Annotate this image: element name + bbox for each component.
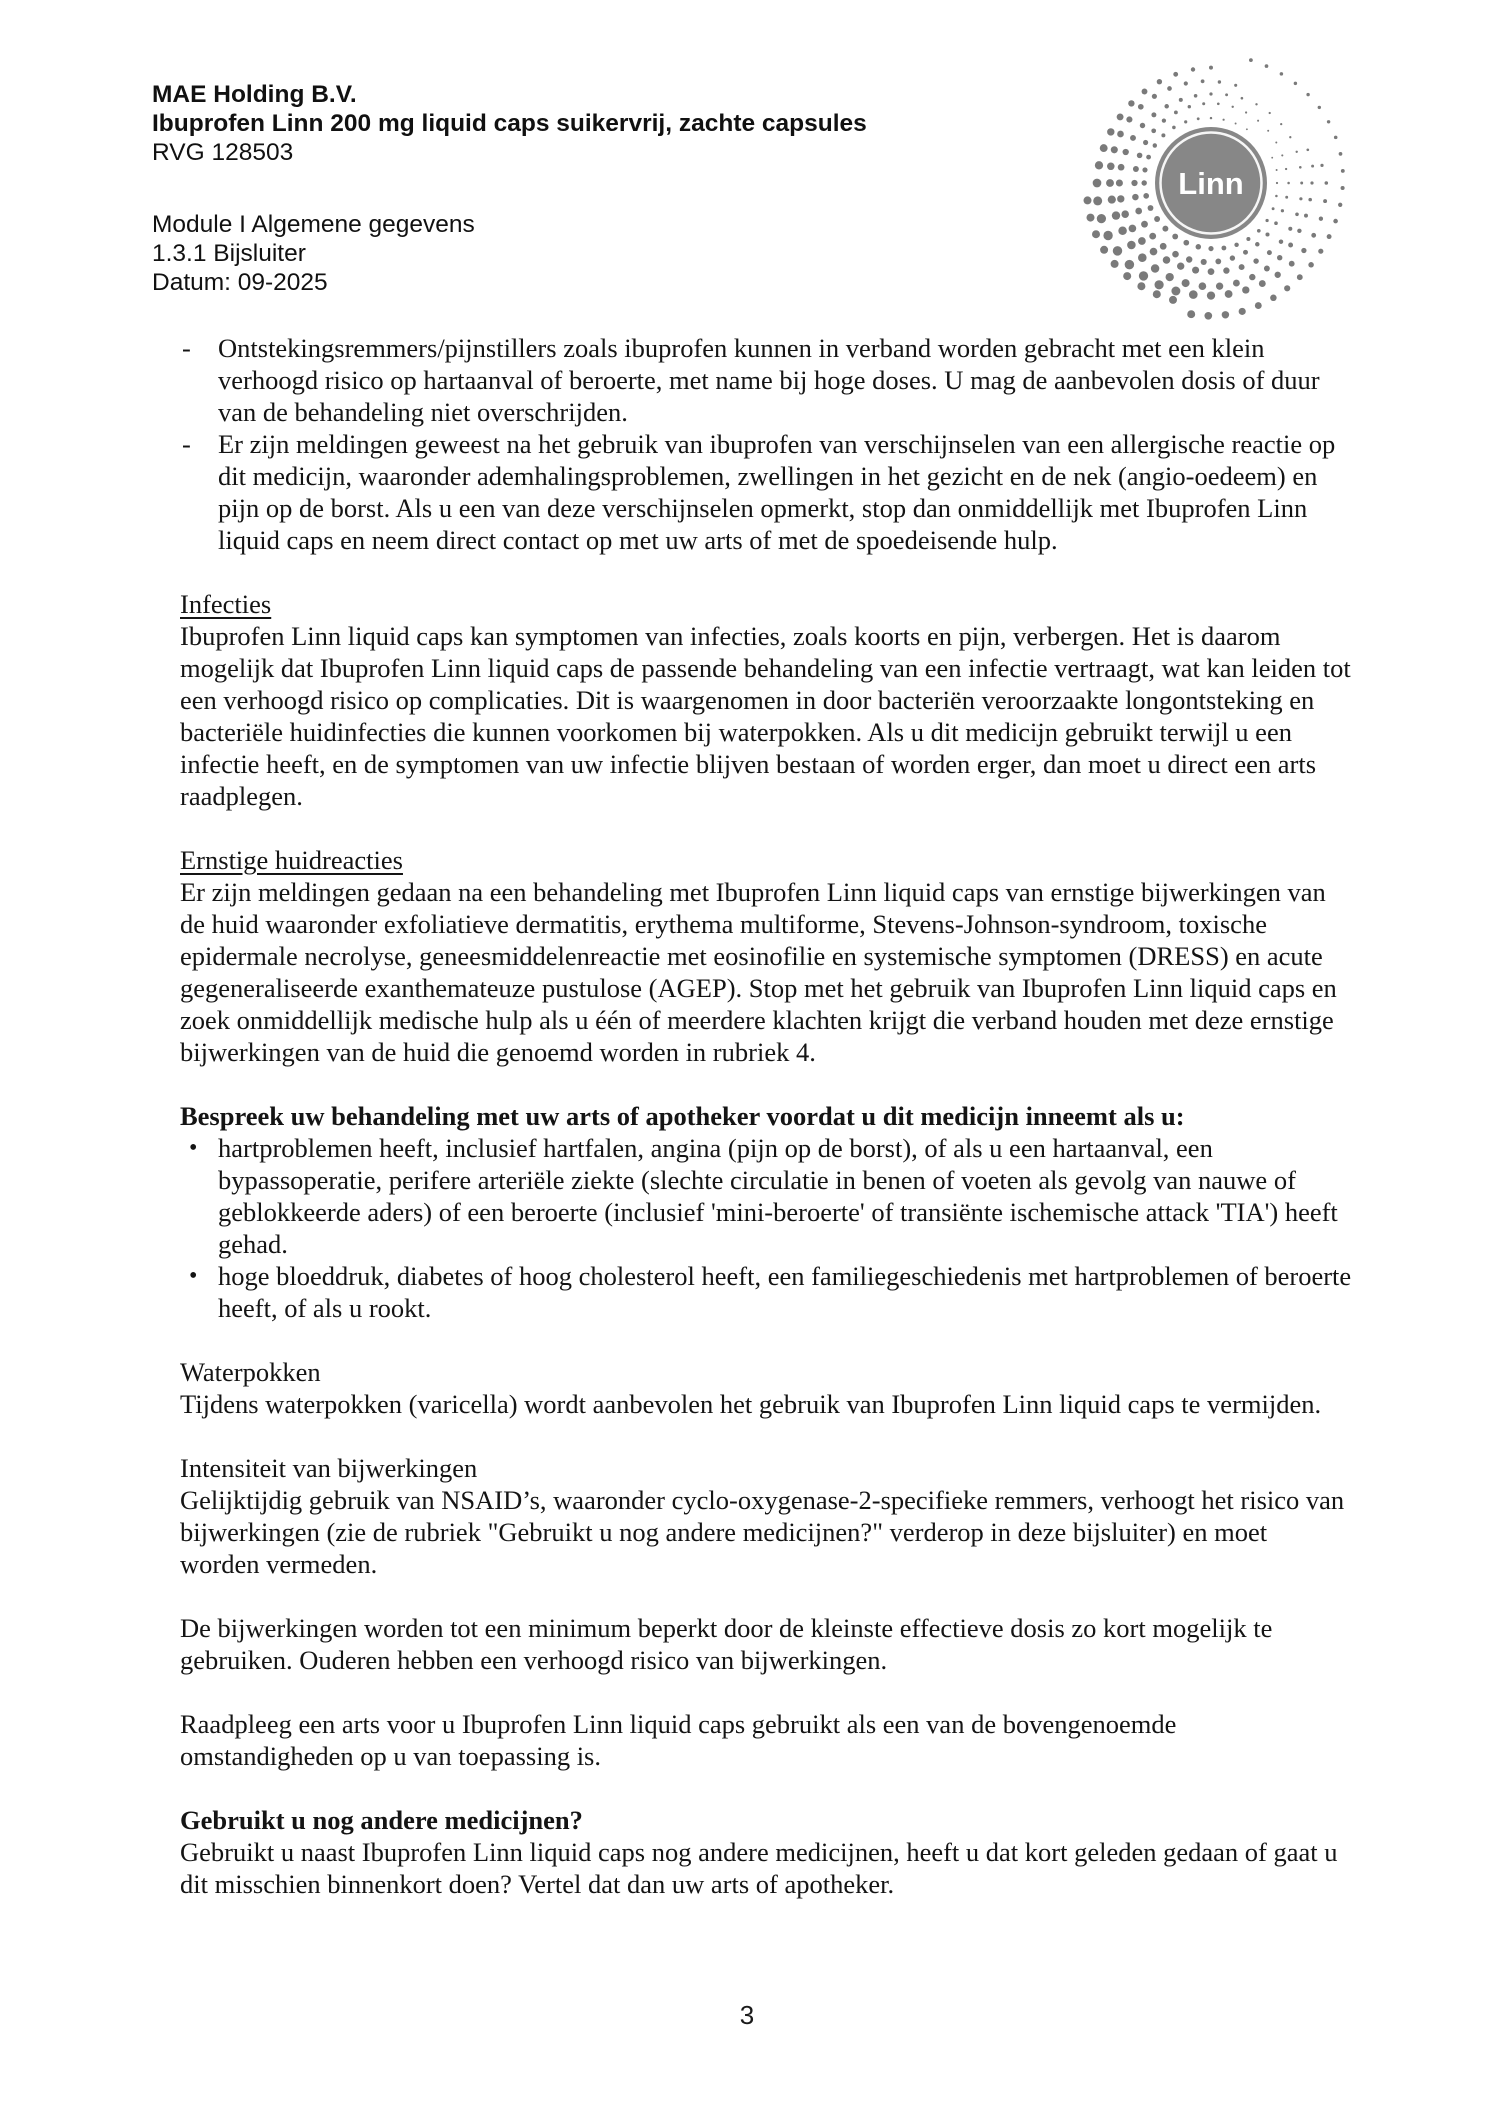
section-bespreek (180, 1100, 1352, 1324)
header-spacer (152, 167, 867, 210)
list-item-text: Er zijn meldingen geweest na het gebruik van ibuprofen van verschijnselen van een allergische reactie op dit medicijn, waaronder ademhalingsproblemen, zwellingen in het gezicht en de nek (angio-oedeem) en pijn op de borst. Als u een van deze verschijnselen opmerkt, stop dan onmiddellijk met Ibuprofen Linn liquid caps en neem direct contact op met uw arts of met de spoedeisende hulp. (218, 429, 1336, 555)
paragraph-minimum: De bijwerkingen worden tot een minimum beperkt door de kleinste effectieve dosis zo kort mogelijk te gebruiken. Ouderen hebben een verhoogd risico van bijwerkingen. (180, 1613, 1273, 1675)
company-name: MAE Holding B.V. (152, 81, 357, 108)
document-body (180, 332, 1352, 1900)
section-huidreacties (180, 844, 1352, 1068)
bullet-marker: • (189, 1263, 198, 1289)
list-item (180, 332, 1352, 428)
document-footer (0, 2000, 1494, 2031)
list-item (180, 1260, 1352, 1324)
section-heading: Infecties (180, 589, 272, 619)
warning-list (180, 332, 1352, 556)
document-header (152, 80, 867, 297)
section-infecties (180, 588, 1352, 812)
section-intensiteit (180, 1452, 1352, 1580)
paragraph-raadpleeg: Raadpleeg een arts voor u Ibuprofen Linn liquid caps gebruikt als een van de bovengenoemde omstandigheden op u van toepassing is. (180, 1709, 1177, 1771)
dash-marker: - (182, 429, 191, 459)
section-heading: Waterpokken (180, 1357, 321, 1387)
section-paragraph: Ibuprofen Linn liquid caps kan symptomen van infecties, zoals koorts en pijn, verbergen. Het is daarom mogelijk dat Ibuprofen Linn liquid caps de passende behandeling van een infectie vertraagt, wat kan leiden tot een verhoogd risico op complicaties. Dit is waargenomen in door bacteriën veroorzaakte longontsteking en bacteriële huidinfecties die kunnen voorkomen bij waterpokken. Als u dit medicijn gebruikt terwijl u een infectie heeft, en de symptomen van uw infectie blijven bestaan of worden erger, dan moet u direct een arts raadplegen. (180, 621, 1351, 811)
section-number: 1.3.1 Bijsluiter (152, 240, 306, 267)
product-name: Ibuprofen Linn 200 mg liquid caps suikervrij, zachte capsules (152, 110, 867, 137)
section-waterpokken (180, 1356, 1352, 1420)
list-item (180, 428, 1352, 556)
rvg-number: RVG 128503 (152, 139, 294, 166)
section-paragraph: Er zijn meldingen gedaan na een behandeling met Ibuprofen Linn liquid caps van ernstige bijwerkingen van de huid waaronder exfoliatieve dermatitis, erythema multiforme, Stevens-Johnson-syndroom, toxische epidermale necrolyse, geneesmiddelenreactie met eosinofilie en systemische symptomen (DRESS) en acute gegeneraliseerde exanthemateuze pustulose (AGEP). Stop met het gebruik van Ibuprofen Linn liquid caps en zoek onmiddellijk medische hulp als u één of meerdere klachten krijgt die verband houden met deze ernstige bijwerkingen van de huid die genoemd worden in rubriek 4. (180, 877, 1337, 1067)
list-item (180, 1132, 1352, 1260)
section-paragraph: Gelijktijdig gebruik van NSAID’s, waaronder cyclo-oxygenase-2-specifieke remmers, verhoogt het risico van bijwerkingen (zie de rubriek "Gebruikt u nog andere medicijnen?" verderop in deze bijsluiter) en moet worden vermeden. (180, 1485, 1345, 1579)
linn-logo-text: Linn (1178, 166, 1244, 201)
section-heading: Intensiteit van bijwerkingen (180, 1453, 478, 1483)
page-number: 3 (739, 2000, 755, 2030)
section-heading: Ernstige huidreacties (180, 845, 403, 875)
bespreek-bullet-list (180, 1132, 1352, 1324)
bullet-marker: • (189, 1135, 198, 1161)
section-heading-bold: Bespreek uw behandeling met uw arts of apotheker voordat u dit medicijn inneemt als u: (180, 1101, 1185, 1131)
list-item-text: hoge bloeddruk, diabetes of hoog cholesterol heeft, een familiegeschiedenis met hartproblemen of beroerte heeft, of als u rookt. (218, 1261, 1352, 1323)
section-heading-bold: Gebruikt u nog andere medicijnen? (180, 1805, 583, 1835)
module-title: Module I Algemene gegevens (152, 211, 475, 238)
linn-logo-dots-icon (1078, 40, 1362, 324)
list-item-text: Ontstekingsremmers/pijnstillers zoals ibuprofen kunnen in verband worden gebracht met een klein verhoogd risico op hartaanval of beroerte, met name bij hoge doses. U mag de aanbevolen dosis of duur van de behandeling niet overschrijden. (218, 333, 1320, 427)
dash-marker: - (182, 333, 191, 363)
section-andere-medicijnen (180, 1804, 1352, 1900)
section-paragraph: Gebruikt u naast Ibuprofen Linn liquid caps nog andere medicijnen, heeft u dat kort geleden gedaan of gaat u dit misschien binnenkort doen? Vertel dat dan uw arts of apotheker. (180, 1837, 1338, 1899)
list-item-text: hartproblemen heeft, inclusief hartfalen, angina (pijn op de borst), of als u een hartaanval, een bypassoperatie, perifere arteriële ziekte (slechte circulatie in benen of voeten als gevolg van nauwe of geblokkeerde aders) of een beroerte (inclusief 'mini-beroerte' of transiënte ischemische attack 'TIA') heeft gehad. (218, 1133, 1338, 1259)
document-date: Datum: 09-2025 (152, 269, 328, 296)
section-paragraph: Tijdens waterpokken (varicella) wordt aanbevolen het gebruik van Ibuprofen Linn liquid caps te vermijden. (180, 1389, 1322, 1419)
linn-logo (1078, 40, 1362, 324)
